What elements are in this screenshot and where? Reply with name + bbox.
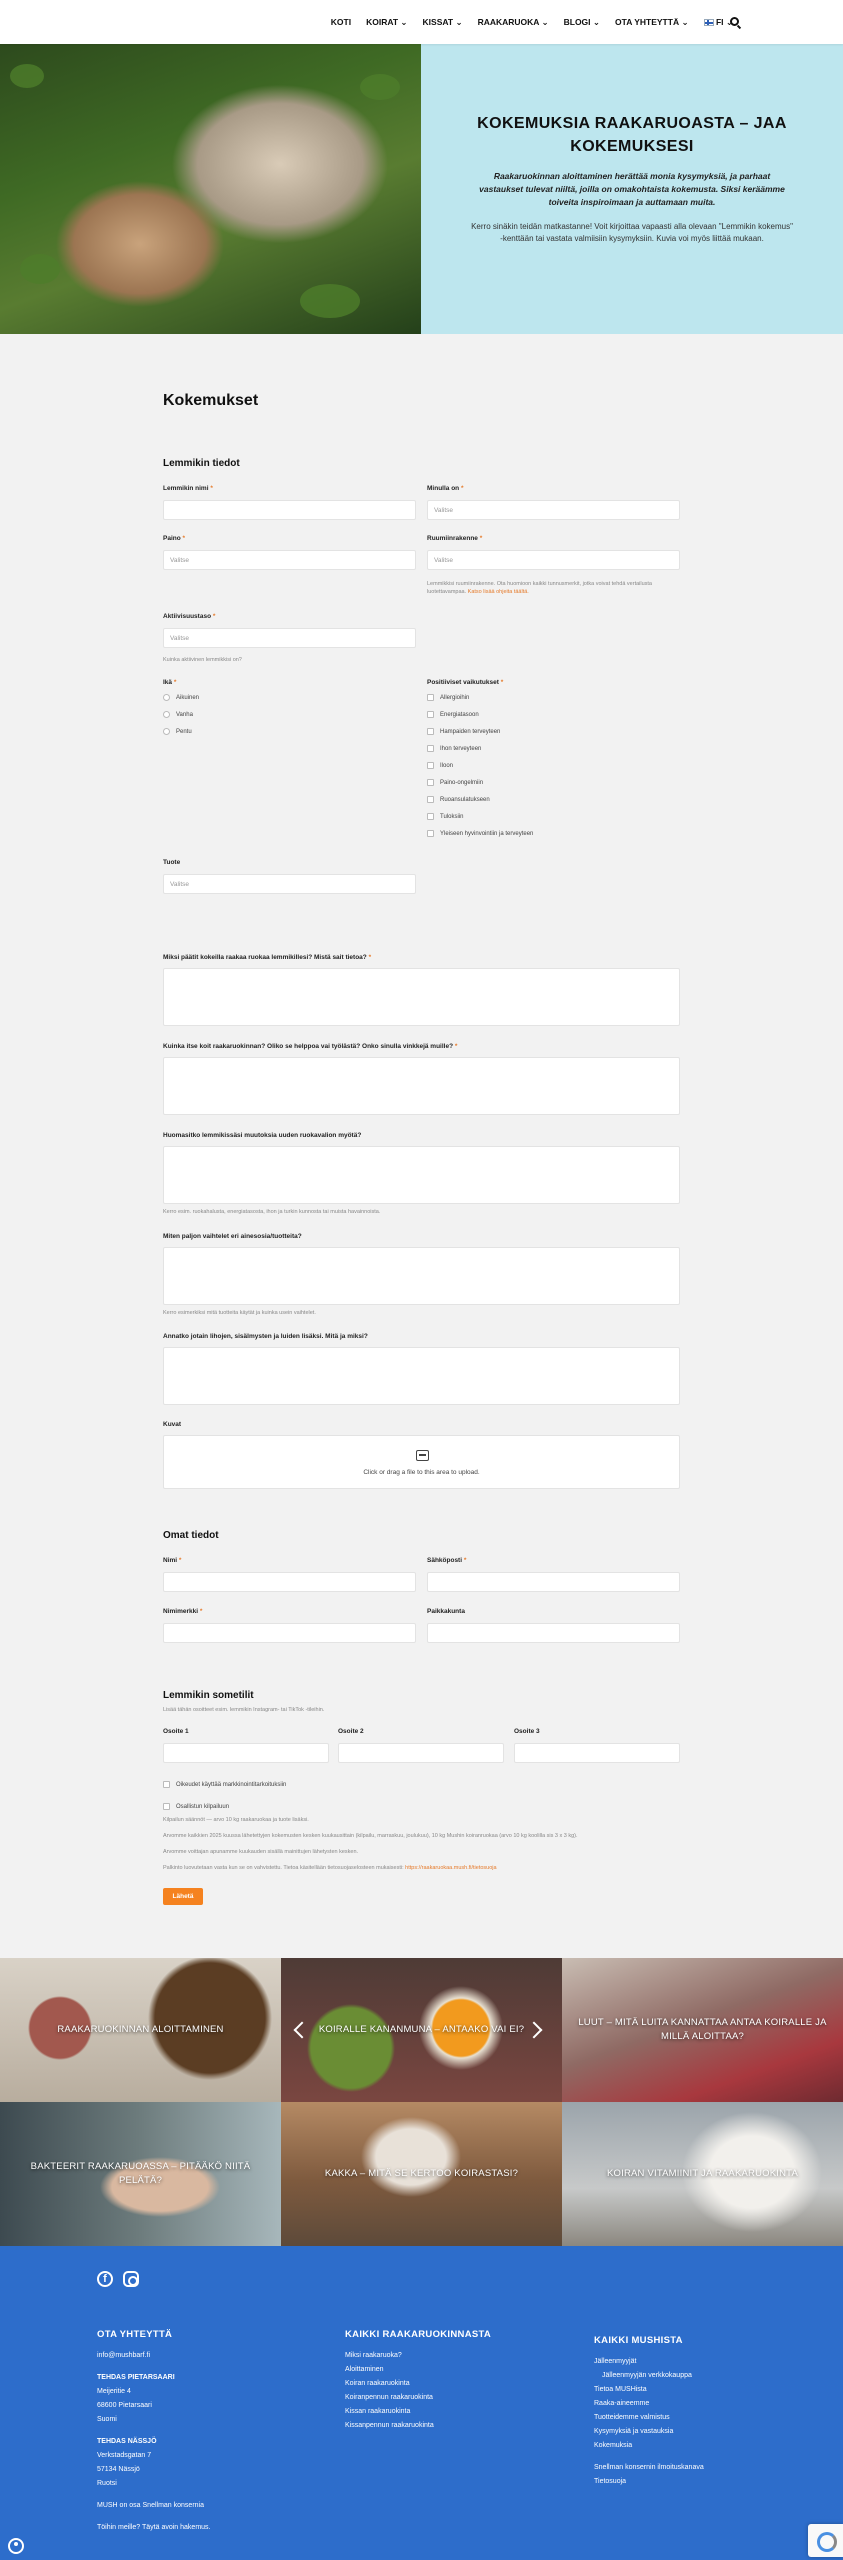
footer-address-line: 68600 Pietarsaari	[97, 2402, 152, 2409]
body-label: Ruumiinrakenne *	[427, 535, 483, 542]
effect-option[interactable]: Ruoansulatukseen	[427, 796, 490, 803]
footer-raw-title: KAIKKI RAAKARUOKINNASTA	[345, 2329, 492, 2340]
post-title: RAAKARUOKINNAN ALOITTAMINEN	[57, 2024, 224, 2035]
footer-link[interactable]: Aloittaminen	[345, 2366, 384, 2373]
address-1-input[interactable]	[163, 1743, 329, 1763]
footer-address-line: Meijeritie 4	[97, 2388, 131, 2395]
footer-contact	[97, 2329, 297, 2536]
nav-ota-yhteytta[interactable]: OTA YHTEYTTÄ ⌄	[615, 16, 689, 27]
footer-address-line: 57134 Nässjö	[97, 2466, 140, 2473]
site-header	[0, 0, 843, 44]
checkbox-icon	[427, 813, 434, 820]
form-title: Kokemukset	[163, 392, 259, 409]
footer-contact-title: OTA YHTEYTTÄ	[97, 2329, 173, 2340]
footer-email[interactable]: info@mushbarf.fi	[97, 2352, 151, 2359]
upload-text: Click or drag a file to this area to upload.	[363, 1469, 480, 1476]
post-tile[interactable]	[0, 1958, 281, 2102]
address-1-label: Osoite 1	[163, 1728, 189, 1735]
hero-lead: Raakaruokinnan aloittaminen herättää monia kysymyksiä, ja parhaat vastaukset tulevat niiltä, joilla on omakohtaista kokemusta. Siksi keräämme toiveita inspiroimaan ja auttamaan muita.	[479, 171, 785, 207]
footer-link[interactable]: Tietoa MUSHista	[594, 2386, 647, 2393]
effects-label: Positiiviset vaikutukset *	[427, 679, 504, 686]
footer-link[interactable]: Kysymyksiä ja vastauksia	[594, 2428, 674, 2435]
facebook-icon[interactable]: f	[97, 2271, 113, 2287]
nav-raakaruoka[interactable]: RAAKARUOKA ⌄	[477, 16, 549, 27]
hero-text: Kerro sinäkin teidän matkastanne! Voit kirjoittaa vapaasti alla olevaan "Lemmikin kokemus" -kenttään tai vastata valmiisiin kysymyksiin. Kuvia voi myös liittää mukaan.	[471, 222, 793, 243]
image-upload-area[interactable]	[163, 1435, 680, 1489]
effect-option[interactable]: Ihon terveyteen	[427, 745, 481, 752]
post-tile[interactable]	[0, 2102, 281, 2246]
footer-link[interactable]: Jälleenmyyjät	[594, 2358, 637, 2365]
nav-kissat[interactable]: KISSAT ⌄	[422, 16, 463, 27]
footer-link[interactable]: Tuotteidemme valmistus	[594, 2414, 670, 2421]
question-1-label: Miksi päätit kokeilla raakaa ruokaa lemmikillesi? Mistä sait tietoa? *	[163, 954, 372, 961]
instagram-icon[interactable]	[123, 2271, 139, 2287]
terms-line: Arvomme voittajan apunamme kuukauden sisällä mainittujen lähetysten kesken.	[163, 1849, 359, 1855]
hero-image-dog-and-cat	[0, 44, 421, 334]
question-3-label: Huomasitko lemmikissäsi muutoksia uuden ruokavalion myötä?	[163, 1132, 362, 1139]
images-label: Kuvat	[163, 1421, 182, 1428]
question-2-label: Kuinka itse koit raakaruokinnan? Oliko se helppoa vai työlästä? Onko sinulla vinkkejä muille? *	[163, 1043, 458, 1050]
footer-raw-food	[345, 2329, 545, 2434]
effect-option[interactable]: Yleiseen hyvinvointiin ja terveyteen	[427, 830, 533, 837]
pet-name-input[interactable]	[163, 500, 416, 520]
footer-link[interactable]: Snellman konsernin ilmoituskanava	[594, 2464, 704, 2471]
age-option-adult[interactable]: Aikuinen	[163, 694, 199, 701]
page-title: KOKEMUKSIA RAAKARUOASTA – JAA KOKEMUKSESI	[477, 115, 787, 155]
language-switcher[interactable]	[704, 17, 733, 28]
weight-select[interactable]: Valitse	[163, 550, 416, 570]
footer-concern-note[interactable]: MUSH on osa Snellman konsernia	[97, 2502, 204, 2509]
submit-button[interactable]: Lähetä	[163, 1888, 203, 1905]
footer-address-line: Verkstadsgatan 7	[97, 2452, 152, 2459]
weight-label: Paino *	[163, 535, 186, 542]
checkbox-icon	[427, 779, 434, 786]
activity-select[interactable]: Valitse	[163, 628, 416, 648]
site-footer	[0, 2246, 843, 2560]
name-input[interactable]	[163, 1572, 416, 1592]
effect-option[interactable]: Iloon	[427, 762, 453, 769]
address-3-input[interactable]	[514, 1743, 680, 1763]
age-label: Ikä *	[163, 679, 177, 686]
terms-line: Arvomme kaikkien 2025 kuussa lähetettyjen kokemusten kesken kuukausittain (kilpailu, marraskuu, joulukuu), 10 kg Mushin koiranruokaa (arvo 10 kg koolilla sis 3 x 3 kg).	[163, 1833, 578, 1839]
effect-option[interactable]: Tuloksiin	[427, 813, 463, 820]
footer-address-line: Suomi	[97, 2416, 117, 2423]
product-select[interactable]: Valitse	[163, 874, 416, 894]
post-tile[interactable]	[562, 1958, 843, 2102]
post-tile[interactable]	[562, 2102, 843, 2246]
question-4-help: Kerro esimerkiksi mitä tuotteita käytät ja kuinka usein vaihtelet.	[163, 1310, 316, 1316]
activity-label: Aktiivisuustaso *	[163, 613, 216, 620]
footer-link[interactable]: Kissan raakaruokinta	[345, 2408, 411, 2415]
footer-jobs-note[interactable]: Töihin meille? Täytä avoin hakemus.	[97, 2524, 211, 2531]
search-icon[interactable]	[730, 17, 739, 26]
footer-link[interactable]: Tietosuoja	[594, 2478, 627, 2485]
consent-marketing-checkbox[interactable]: Oikeudet käyttää markkinointitarkoituksiin	[163, 1781, 286, 1788]
body-help-link[interactable]: Katso lisää ohjeita täältä.	[467, 589, 529, 595]
checkbox-icon	[163, 1781, 170, 1788]
nav-blogi[interactable]: BLOGI ⌄	[563, 16, 601, 27]
radio-icon	[163, 728, 170, 735]
footer-mush-title: KAIKKI MUSHISTA	[594, 2335, 683, 2346]
privacy-link[interactable]: https://raakaruokaa.mush.fi/tietosuoja	[405, 1865, 497, 1871]
checkbox-icon	[427, 728, 434, 735]
effect-option[interactable]: Energiatasoon	[427, 711, 479, 718]
checkbox-icon	[427, 762, 434, 769]
address-3-label: Osoite 3	[514, 1728, 540, 1735]
city-label: Paikkakunta	[427, 1608, 465, 1615]
social-help: Lisää tähän osoitteet esim. lemmikin Instagram- tai TikTok -tileihin.	[163, 1707, 325, 1713]
question-3-help: Kerro esim. ruokahalusta, energiatasosta, ihon ja turkin kunnosta tai muista havainnoista.	[163, 1209, 381, 1215]
radio-icon	[163, 711, 170, 718]
checkbox-icon	[427, 745, 434, 752]
question-5-textarea[interactable]	[163, 1347, 680, 1405]
effect-option[interactable]: Paino-ongelmiin	[427, 779, 483, 786]
hero-panel	[421, 44, 843, 334]
nav-koirat[interactable]: KOIRAT ⌄	[366, 16, 408, 27]
email-field[interactable]	[427, 1572, 680, 1592]
checkbox-icon	[427, 830, 434, 837]
city-input[interactable]	[427, 1623, 680, 1643]
post-title: KAKKA – MITÄ SE KERTOO KOIRASTASI?	[324, 2168, 519, 2179]
checkbox-icon	[427, 796, 434, 803]
nickname-input[interactable]	[163, 1623, 416, 1643]
checkbox-icon	[427, 694, 434, 701]
main-nav	[331, 0, 733, 44]
footer-link[interactable]: Koiranpennun raakaruokinta	[345, 2394, 433, 2401]
nav-koti[interactable]: KOTI	[330, 17, 352, 27]
footer-link[interactable]: Koiran raakaruokinta	[345, 2380, 410, 2387]
pet-section-title: Lemmikin tiedot	[163, 458, 240, 469]
footer-link[interactable]: Raaka-aineemme	[594, 2400, 650, 2407]
address-2-label: Osoite 2	[338, 1728, 364, 1735]
related-posts	[0, 1958, 843, 2246]
question-3-textarea[interactable]	[163, 1146, 680, 1204]
question-4-label: Miten paljon vaihtelet eri ainesosia/tuotteita?	[163, 1233, 302, 1240]
question-2-textarea[interactable]	[163, 1057, 680, 1115]
terms-line: Palkinto luovutetaan vasta kun se on vahvistettu. Tietoa käsitellään tietosuojaselosteen mukaisesti: https://raakaruokaa.mush.fi/tietosuoja	[163, 1865, 497, 1871]
upload-icon	[416, 1450, 429, 1461]
body-help: Lemmikkisi ruumiinrakenne. Ota huomioon kaikki tunnusmerkit, jotka voivat tehdä vertailusta luotettavampaa. Katso lisää ohjeita täältä.	[427, 581, 652, 595]
post-tile[interactable]	[281, 1958, 562, 2102]
footer-link[interactable]: Kissanpennun raakaruokinta	[345, 2422, 434, 2429]
terms-line: Kilpailun säännöt — arvo 10 kg raakaruokaa ja tuote lisäksi.	[163, 1817, 309, 1823]
age-option-puppy[interactable]: Pentu	[163, 728, 192, 735]
recaptcha-icon	[808, 2524, 843, 2557]
post-title: LUUT – MITÄ LUITA KANNATTAA ANTAA KOIRALLE JA MILLÄ ALOITTAA?	[578, 2017, 827, 2042]
gender-label: Minulla on *	[427, 485, 464, 492]
address-2-input[interactable]	[338, 1743, 504, 1763]
body-select[interactable]: Valitse	[427, 550, 680, 570]
post-title: KOIRAN VITAMIINIT JA RAAKARUOKINTA	[606, 2168, 799, 2179]
question-1-textarea[interactable]	[163, 968, 680, 1026]
footer-link[interactable]: Miksi raakaruoka?	[345, 2352, 402, 2359]
footer-mush	[594, 2335, 794, 2490]
activity-help: Kuinka aktiivinen lemmikkisi on?	[163, 657, 242, 663]
nickname-label: Nimimerkki *	[163, 1608, 203, 1615]
language-label: FI ⌄	[715, 16, 733, 27]
gender-select[interactable]: Valitse	[427, 500, 680, 520]
post-tile[interactable]	[281, 2102, 562, 2246]
accessibility-icon[interactable]	[8, 2538, 24, 2554]
effect-option[interactable]: Hampaiden terveyteen	[427, 728, 500, 735]
post-title: KOIRALLE KANANMUNA – ANTAAKO VAI EI?	[318, 2024, 525, 2035]
own-info-section-title: Omat tiedot	[163, 1530, 219, 1541]
post-title: BAKTEERIT RAAKARUOASSA – PITÄÄKÖ NIITÄ PELÄTÄ?	[30, 2161, 251, 2186]
footer-address-line: Ruotsi	[97, 2480, 117, 2487]
checkbox-icon	[427, 711, 434, 718]
effect-option[interactable]: Allergioihin	[427, 694, 469, 701]
social-section-title: Lemmikin sometilit	[163, 1690, 254, 1701]
radio-icon	[163, 694, 170, 701]
question-4-textarea[interactable]	[163, 1247, 680, 1305]
footer-factory1-title: TEHDAS PIETARSAARI	[97, 2374, 175, 2381]
email-label: Sähköposti *	[427, 1557, 467, 1564]
consent-contest-checkbox[interactable]: Osallistun kilpailuun	[163, 1803, 229, 1810]
question-5-label: Annatko jotain lihojen, sisälmysten ja luiden lisäksi. Mitä ja miksi?	[163, 1333, 368, 1340]
age-option-old[interactable]: Vanha	[163, 711, 193, 718]
footer-factory2-title: TEHDAS NÄSSJÖ	[97, 2438, 157, 2445]
checkbox-icon	[163, 1803, 170, 1810]
footer-link[interactable]: Kokemuksia	[594, 2442, 633, 2449]
name-label: Nimi *	[163, 1557, 182, 1564]
footer-link[interactable]: Jälleenmyyjän verkkokauppa	[602, 2372, 692, 2379]
product-label: Tuote	[163, 859, 181, 866]
flag-fi-icon	[704, 19, 714, 26]
pet-name-label: Lemmikin nimi *	[163, 485, 213, 492]
